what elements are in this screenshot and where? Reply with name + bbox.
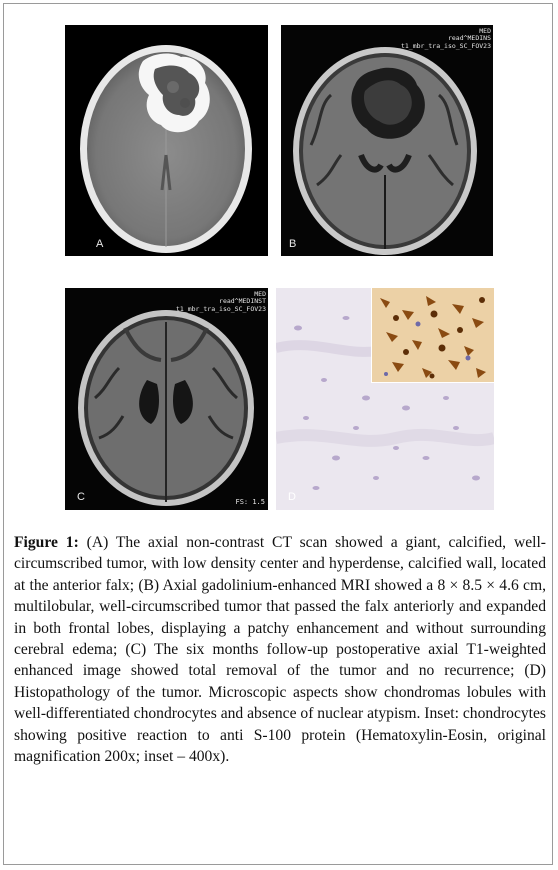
mri-c-overlay-text <box>176 291 266 313</box>
figure-caption <box>14 532 546 767</box>
panel-label-c: C <box>77 491 85 503</box>
mri-b-overlay-line-3: t1_mbr_tra_iso_SC_FOV23 <box>400 41 491 50</box>
mri-c-overlay-line-2: read^MEDINST <box>219 297 266 306</box>
postop-mri-graphic <box>65 288 268 510</box>
mri-c-corner-text: FS: 1.5 <box>235 497 265 506</box>
panel-label-d: D <box>288 491 296 503</box>
caption-text: (A) The axial non-contrast CT scan showed a giant, calcified, well-circumscribed tumor, with low density center and hyperdense, calcified wall, located at the anterior falx; (B) Axial gadolinium-enhanced MRI showed a 8 × 8.5 × 4.6 cm, multilobular, well-circumscribed tumor that passed the falx anteriorly and expanded in both frontal lobes, displaying a patchy enhancement and without surrounding cerebral edema; (C) The six months follow-up postoperative axial T1-weighted enhanced image showed total removal of the tumor and no recurrence; (D) Histopathology of the tumor. Microscopic aspects show chondromas lobules with well-differentiated chondrocytes and absence of nuclear atypism. Inset: chondrocytes showing positive reaction to anti S-100 protein (Hematoxylin-Eosin, original magnification 200x; inset – 400x). <box>14 534 546 766</box>
inset-s100-graphic <box>372 288 494 382</box>
histology-inset-image <box>371 288 494 383</box>
panel-label-a: A <box>96 238 104 250</box>
mri-b-overlay-line-1: MED <box>479 27 491 35</box>
caption-label: Figure 1: <box>14 534 79 551</box>
mri-c-overlay-line-1: MED <box>254 290 266 298</box>
panel-d-histology-image <box>276 288 494 510</box>
ct-scan-graphic <box>65 25 268 256</box>
mri-b-overlay-line-2: read^MEDINS <box>447 34 491 43</box>
mri-b-overlay-text <box>401 28 491 50</box>
panel-c-mri-image <box>65 288 268 510</box>
mri-c-overlay-line-3: t1_mbr_tra_iso_SC_FOV23 <box>175 304 266 313</box>
mri-scan-graphic <box>281 25 493 256</box>
panel-a-ct-image <box>65 25 268 256</box>
panel-b-mri-image <box>281 25 493 256</box>
panel-label-b: B <box>289 238 297 250</box>
